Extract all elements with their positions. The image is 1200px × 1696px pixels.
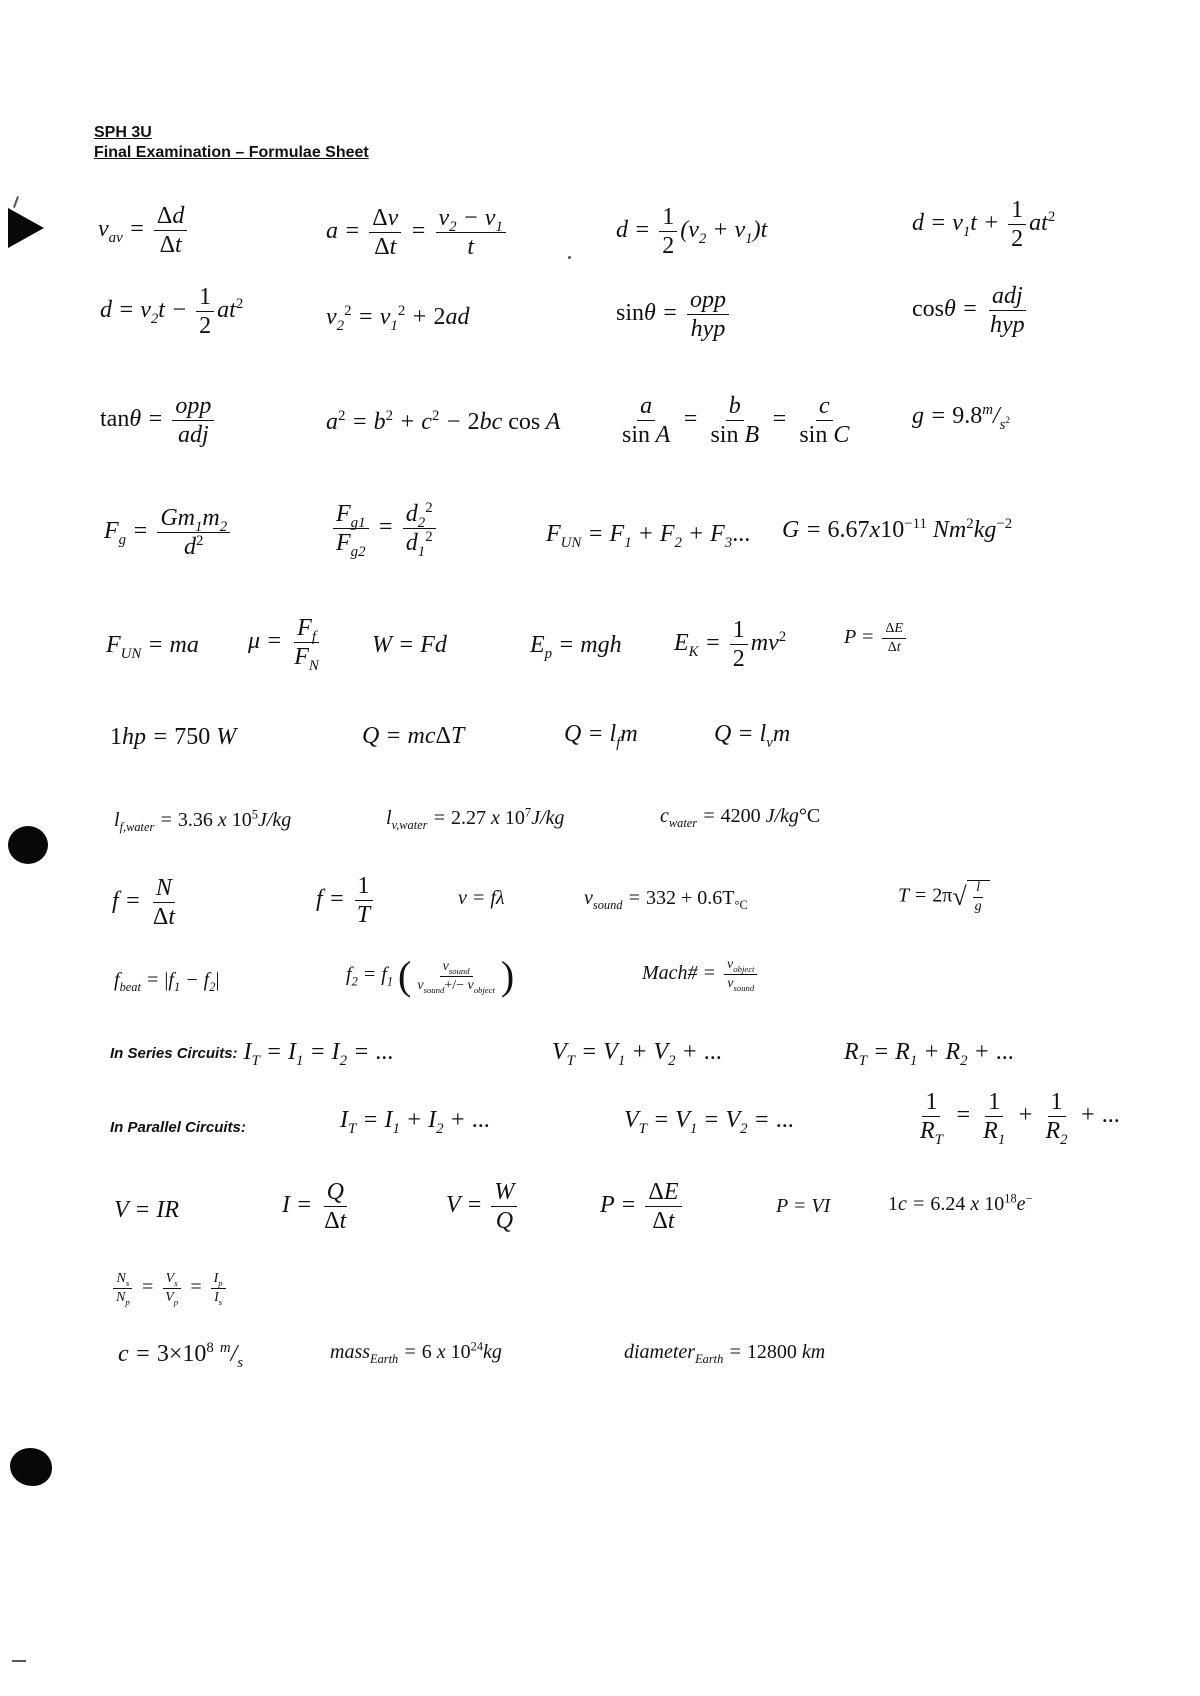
parallel-circuits-label: In Parallel Circuits:: [110, 1118, 246, 1136]
formula-series-voltage: $V_T = V_1 + V_2$ + ...: [552, 1039, 722, 1069]
formula-universal-wave: v = fλ: [458, 887, 505, 909]
formula-cosine-law: $a^2 = b^2 + c^2 - 2bc$ cos A: [326, 408, 561, 435]
formula-latent-vaporization: $Q = l_vm$: [714, 721, 791, 751]
scan-mark: [568, 256, 571, 259]
formula-gravitational-constant: $G = 6.67x10^{-11}$ $Nm^2kg^{-2}$: [782, 516, 1013, 543]
formula-heat: Q = mcΔT: [362, 723, 465, 749]
formula-cosine: cosθ = $\frac{\text{adj}}{\text{hyp}}$: [912, 283, 1025, 338]
punch-hole-bottom: [10, 1448, 52, 1486]
formula-parallel-current: $I_T = I_1 + I_2$ + ...: [340, 1107, 490, 1137]
formula-mach-number: Mach# = $\frac{v_{object}}{v_{sound}}$: [642, 958, 760, 991]
scan-mark: [13, 196, 19, 208]
formula-displacement-average: d = $\frac{1}{2}$ $(v_2 + v_1)t$: [616, 204, 768, 259]
formula-gravity-acceleration: $g = 9.8^m/_{s^2}$: [912, 402, 1011, 433]
constant-speed-of-light: $c = 3\times 10^8$ $^m/_s$: [118, 1340, 244, 1371]
formula-gravity-ratio: $\frac{F_{g1}}{F_{g2}}$ = $\frac{d_2^2}{d_1^2}$: [330, 502, 439, 555]
formula-gravitational-force: $F_g$ = $\frac{Gm_1m_2}{d^2}$: [104, 506, 233, 559]
formula-beat-frequency: $f_{beat} = |f_1 - f_2|$: [114, 969, 220, 994]
formula-pendulum-period: T = 2π √ $\frac{l}{g}$: [898, 880, 990, 914]
constant-coulomb: 1c = 6.24 x $10^{18}e^-$: [888, 1191, 1033, 1215]
sheet-header: [94, 123, 369, 163]
punch-hole-top: [8, 208, 44, 248]
constant-mass-earth: mass$_{Earth}$ = 6 x $10^{24}kg$: [330, 1339, 502, 1366]
course-code: SPH 3U: [94, 124, 152, 141]
formula-displacement-v1: $d = v_1t$ + $\frac{1}{2}$ $at^2$: [912, 197, 1056, 252]
formula-newton-second-law: $F_{UN}$ = ma: [106, 632, 199, 662]
formula-power-vi: P = VI: [776, 1195, 831, 1217]
formula-power-energy: P = $\frac{\Delta E}{\Delta t}$: [844, 622, 909, 655]
formula-potential-energy: $E_p$ = mgh: [530, 632, 622, 662]
series-circuits-label: In Series Circuits:: [110, 1044, 238, 1062]
constant-diameter-earth: diameter$_{Earth}$ = 12800 km: [624, 1341, 826, 1366]
formula-work: W = Fd: [372, 632, 447, 658]
formula-tangent: tanθ = $\frac{\text{opp}}{\text{adj}}$: [100, 394, 217, 447]
formula-power-time: P = $\frac{\Delta E}{\Delta t}$: [600, 1180, 685, 1233]
formula-frequency-count: f = $\frac{N}{\Delta t}$: [112, 875, 175, 930]
formula-displacement-v2: $d = v_2t$ − $\frac{1}{2}$ $at^2$: [100, 284, 244, 339]
formula-friction-coefficient: μ = $\frac{F_f}{F_N}$: [248, 615, 319, 674]
formula-parallel-voltage: $V_T = V_1 = V_2$ = ...: [624, 1107, 794, 1137]
formula-voltage: V = $\frac{W}{Q}$: [446, 1180, 520, 1233]
formula-doppler: $f_2 = f_1$ ( $\frac{v_{sound}}{v_{sound}+/- v_{object}}$ ): [346, 953, 515, 998]
constant-specific-heat-water: $c_{water} = 4200$ J/kg°C: [660, 805, 821, 830]
constant-latent-fusion-water: $l_{f,water} = 3.36$ x $10^5J/kg$: [114, 807, 292, 834]
formula-ohms-law: V = IR: [114, 1197, 180, 1223]
formula-average-velocity: $v_{av}$ = $\frac{\Delta d}{\Delta t}$: [98, 204, 190, 257]
formula-net-force-sum: $F_{UN} = F_1 + F_2 + F_3$...: [546, 521, 751, 551]
formula-horsepower: 1hp = 750 W: [110, 724, 237, 750]
formula-series-current: $I_T = I_1 = I_2$ = ...: [243, 1039, 394, 1069]
formula-acceleration: a = $\frac{\Delta v}{\Delta t}$ = $\frac{v_2 - v_1}{t}$: [326, 206, 509, 259]
series-circuits-row: [110, 1039, 394, 1069]
sheet-title: Final Examination – Formulae Sheet: [94, 144, 369, 161]
formula-parallel-resistance: $\frac{1}{R_T}$ = $\frac{1}{R_1}$ + $\frac{1}{R_2}$ + ...: [920, 1089, 1120, 1148]
formula-transformer: $\frac{N_s}{N_p}$ = $\frac{V_s}{V_p}$ = $\frac{I_p}{I_s}$: [110, 1272, 229, 1305]
formula-velocity-squared: $v_2^2 = v_1^2 + 2ad$: [326, 303, 470, 334]
formula-current: I = $\frac{Q}{\Delta t}$: [282, 1179, 347, 1234]
formula-speed-of-sound: $v_{sound} = 332 + 0.6T_{^\circ C}$: [584, 887, 748, 912]
formula-kinetic-energy: $E_K$ = $\frac{1}{2}$ $mv^2$: [674, 617, 787, 672]
formula-sine: sinθ = $\frac{\text{opp}}{\text{hyp}}$: [616, 288, 732, 341]
formula-series-resistance: $R_T = R_1 + R_2$ + ...: [844, 1039, 1014, 1069]
formula-sine-law: $\frac{a}{\text{sin A}}$ = $\frac{b}{\text{sin B}}$ = $\frac{c}{\text{sin C}}$: [622, 393, 850, 448]
formula-latent-fusion: $Q = l_fm$: [564, 721, 638, 751]
constant-latent-vaporization-water: $l_{v,water} = 2.27$ x $10^7J/kg$: [386, 805, 565, 832]
scan-mark: [12, 1660, 26, 1662]
parallel-circuits-label-wrap: [110, 1114, 246, 1138]
formula-frequency-period: f = $\frac{1}{T}$: [316, 874, 376, 927]
punch-hole-middle: [8, 826, 48, 864]
